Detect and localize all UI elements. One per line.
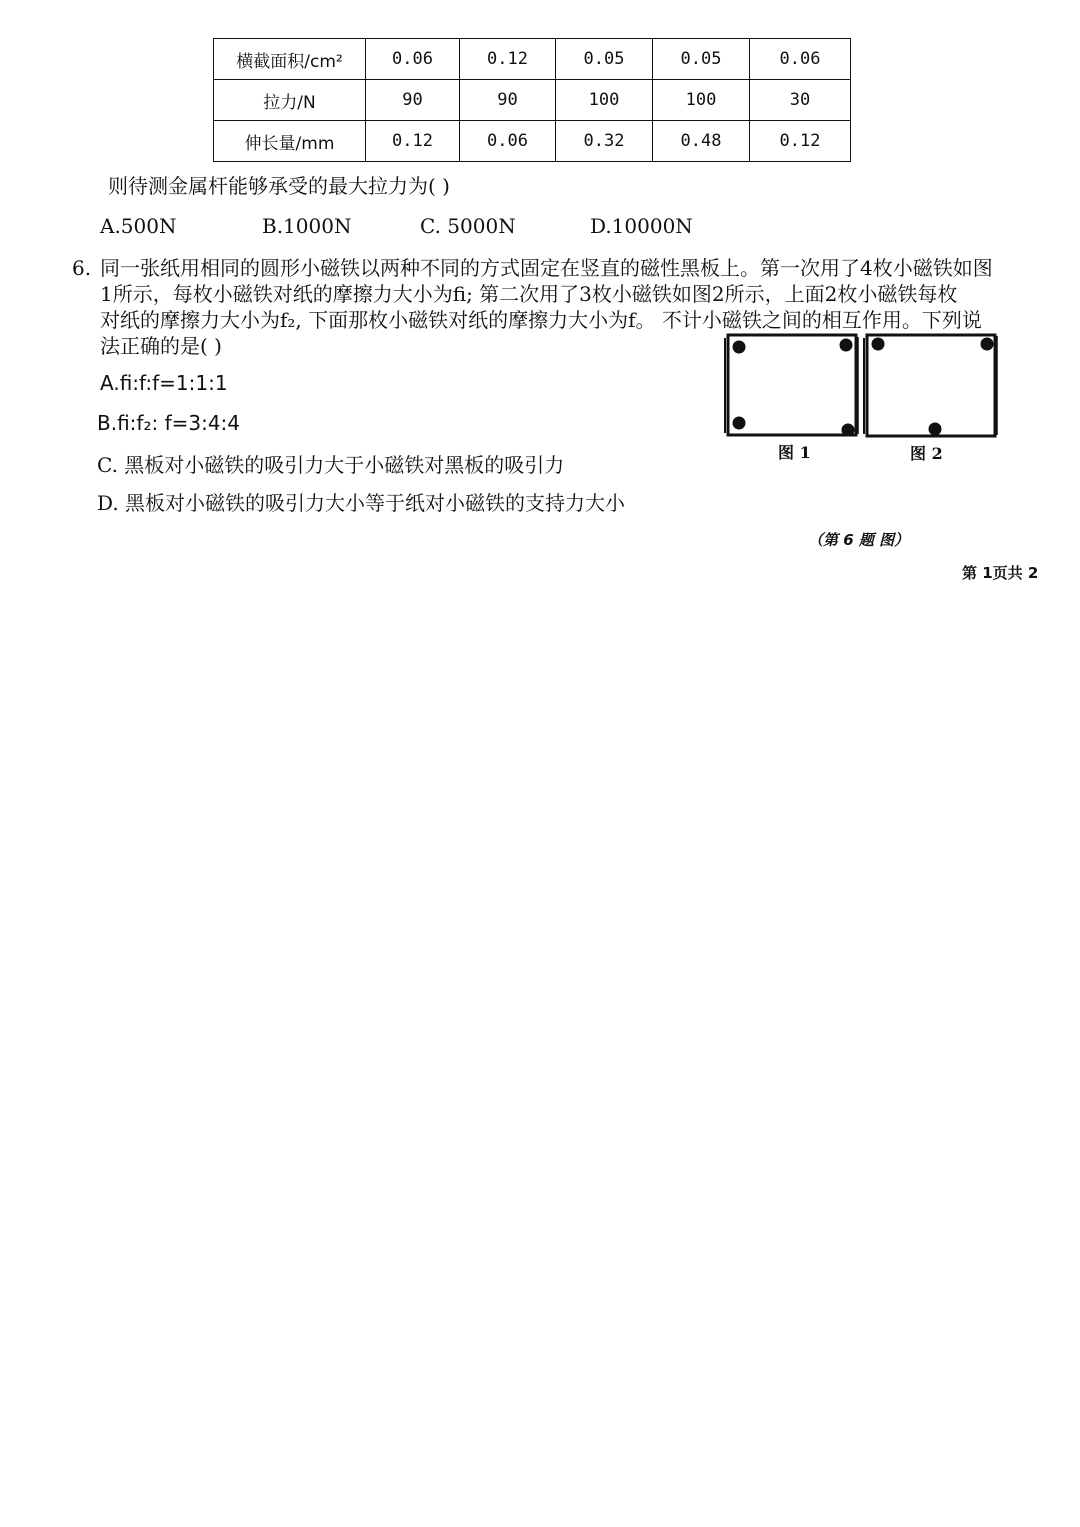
magnet-icon [733,417,746,430]
table-cell: 0.06 [460,121,556,162]
data-table [213,38,851,162]
q6-stem-line: 法正确的是( ) [100,334,222,358]
table-cell: 0.06 [750,39,851,80]
table-row [214,121,851,162]
table-cell: 90 [366,80,460,121]
table-row [214,39,851,80]
table-cell: 0.12 [460,39,556,80]
table-cell: 30 [750,80,851,121]
figure-2-label: 图 2 [910,444,943,463]
q6-number: 6. [72,256,92,280]
table-cell: 100 [556,80,653,121]
figure-caption: （第 6 题 图） [808,531,910,549]
figure-2-board [864,335,997,436]
figure-1-label: 图 1 [778,443,811,462]
q6-option-c: C. 黑板对小磁铁的吸引力大于小磁铁对黑板的吸引力 [97,453,565,477]
q6-option-d: D. 黑板对小磁铁的吸引力大小等于纸对小磁铁的支持力大小 [97,491,626,515]
magnet-icon [872,338,885,351]
row-header: 拉力/N [214,80,366,121]
q5-option-b: B.1000N [262,214,352,238]
table-row [214,80,851,121]
q6-stem-line: 1所示，每枚小磁铁对纸的摩擦力大小为fi; 第二次用了3枚小磁铁如图2所示，上面2枚小磁铁每枚 [100,282,958,306]
table-cell: 100 [653,80,750,121]
table-cell: 90 [460,80,556,121]
q5-option-a: A.500N [100,214,177,238]
table-cell: 0.06 [366,39,460,80]
q5-stem: 则待测金属杆能够承受的最大拉力为( ) [108,174,450,198]
magnet-icon [840,339,853,352]
page-number: 第 1页共 2 [962,564,1039,582]
table-cell: 0.05 [653,39,750,80]
table-cell: 0.12 [750,121,851,162]
q5-option-c: C. 5000N [420,214,516,238]
magnet-icon [842,424,855,437]
table-cell: 0.05 [556,39,653,80]
table-cell: 0.48 [653,121,750,162]
q6-stem-line: 对纸的摩擦力大小为f₂, 下面那枚小磁铁对纸的摩擦力大小为f。 不计小磁铁之间的相互作用。下列说 [100,308,982,332]
magnet-icon [981,338,994,351]
magnet-icon [929,423,942,436]
q6-option-a: A.fi:f:f=1:1:1 [100,371,228,395]
table-cell: 0.12 [366,121,460,162]
q6-option-b: B.fi:f₂: f=3:4:4 [97,411,241,435]
q5-option-d: D.10000N [590,214,693,238]
magnet-figure [720,330,1005,445]
figure-1-board [725,335,858,437]
row-header: 伸长量/mm [214,121,366,162]
magnet-icon [733,341,746,354]
row-header: 横截面积/cm² [214,39,366,80]
q6-stem-line: 同一张纸用相同的圆形小磁铁以两种不同的方式固定在竖直的磁性黑板上。第一次用了4枚小磁铁如图 [100,256,993,280]
table-cell: 0.32 [556,121,653,162]
